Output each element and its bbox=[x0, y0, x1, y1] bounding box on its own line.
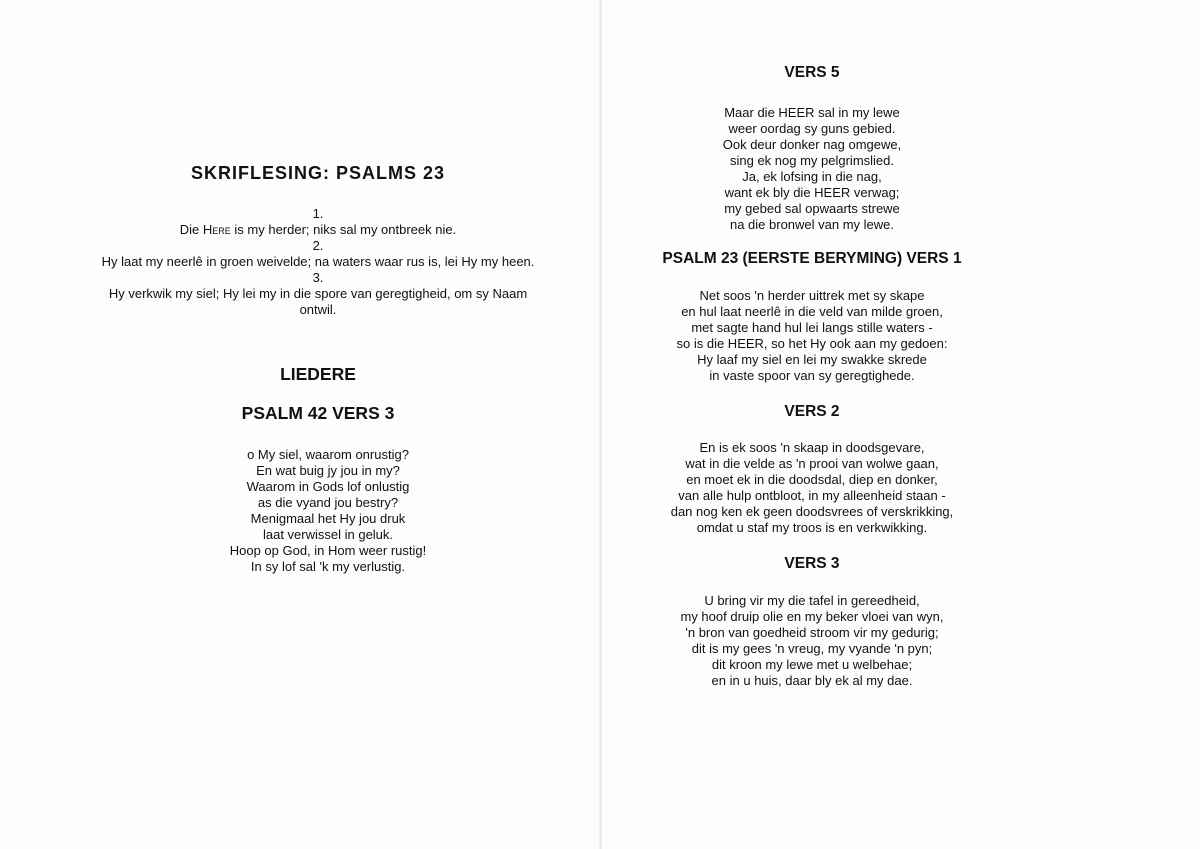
lyric-line: en in u huis, daar bly ek al my dae. bbox=[711, 673, 913, 688]
lyric-line: omdat u staf my troos is en verkwikking. bbox=[696, 520, 928, 535]
lyric-line: Hoop op God, in Hom weer rustig! bbox=[229, 543, 427, 558]
lyric-line: na die bronwel van my lewe. bbox=[729, 217, 895, 232]
lyric-line: en moet ek in die doodsdal, diep en donker, bbox=[686, 472, 938, 487]
lyric-line: Hy laaf my siel en lei my swakke skrede bbox=[697, 352, 927, 367]
vers2-section bbox=[602, 403, 1022, 421]
vers3-lyrics bbox=[602, 593, 1022, 689]
reading-section bbox=[40, 163, 596, 184]
psalm23-vers1-lyrics bbox=[602, 288, 1022, 384]
lyric-line: en hul laat neerlê in die veld van milde groen, bbox=[681, 304, 943, 319]
psalm42-heading: PSALM 42 VERS 3 bbox=[241, 403, 395, 423]
songs-section bbox=[40, 364, 596, 385]
psalm42-lyrics bbox=[40, 447, 616, 575]
lyric-line: as die vyand jou bestry? bbox=[257, 495, 399, 510]
lyric-line: o My siel, waarom onrustig? bbox=[247, 447, 409, 462]
lyric-line: my hoof druip olie en my beker vloei van wyn, bbox=[680, 609, 944, 624]
vers5-heading: VERS 5 bbox=[784, 64, 840, 81]
lyric-line: laat verwissel in geluk. bbox=[262, 527, 394, 542]
verse-number-2: 2. bbox=[312, 238, 324, 253]
verse-number-3: 3. bbox=[312, 270, 324, 285]
lyric-line: Ja, ek lofsing in die nag, bbox=[742, 169, 882, 184]
lyric-line: 'n bron van goedheid stroom vir my gedurig; bbox=[685, 625, 939, 640]
songs-heading: LIEDERE bbox=[280, 364, 356, 384]
psalm23-section bbox=[602, 250, 1022, 268]
lyric-line: dan nog ken ek geen doodsvrees of verskrikking, bbox=[670, 504, 954, 519]
lyric-line: dit is my gees 'n vreug, my vyande 'n pyn; bbox=[691, 641, 933, 656]
lyric-line: Maar die HEER sal in my lewe bbox=[724, 105, 900, 120]
lyric-line: sing ek nog my pelgrimslied. bbox=[729, 153, 895, 168]
vers5-section bbox=[602, 64, 1022, 82]
lyric-line: want ek bly die HEER verwag; bbox=[724, 185, 900, 200]
lyric-line: wat in die velde as 'n prooi van wolwe gaan, bbox=[685, 456, 939, 471]
lyric-line: En is ek soos 'n skaap in doodsgevare, bbox=[699, 440, 925, 455]
psalm23-heading: PSALM 23 (EERSTE BERYMING) VERS 1 bbox=[662, 250, 962, 267]
lyric-line: U bring vir my die tafel in gereedheid, bbox=[704, 593, 920, 608]
vers3-heading: VERS 3 bbox=[784, 555, 840, 572]
verse-text-3: Hy verkwik my siel; Hy lei my in die spore van geregtigheid, om sy Naam ontwil. bbox=[108, 286, 528, 317]
vers5-lyrics bbox=[602, 105, 1022, 233]
lyric-line: Ook deur donker nag omgewe, bbox=[722, 137, 902, 152]
lyric-line: met sagte hand hul lei langs stille waters - bbox=[691, 320, 933, 335]
lyric-line: in vaste spoor van sy geregtighede. bbox=[709, 368, 915, 383]
lyric-line: En wat buig jy jou in my? bbox=[256, 463, 400, 478]
lyric-line: Waarom in Gods lof onlustig bbox=[246, 479, 410, 494]
lord-smallcaps: Here bbox=[202, 222, 231, 237]
lyric-line: Menigmaal het Hy jou druk bbox=[250, 511, 406, 526]
reading-verses bbox=[90, 206, 546, 318]
verse-number-1: 1. bbox=[312, 206, 324, 221]
lyric-line: so is die HEER, so het Hy ook aan my gedoen: bbox=[676, 336, 948, 351]
lyric-line: In sy lof sal 'k my verlustig. bbox=[250, 559, 406, 574]
psalm42-section bbox=[40, 403, 596, 424]
vers2-heading: VERS 2 bbox=[784, 403, 840, 420]
vers2-lyrics bbox=[602, 440, 1022, 536]
vers3-section bbox=[602, 555, 1022, 573]
lyric-line: dit kroon my lewe met u welbehae; bbox=[711, 657, 913, 672]
lyric-line: my gebed sal opwaarts strewe bbox=[724, 201, 900, 216]
lyric-line: van alle hulp ontbloot, in my alleenheid staan - bbox=[678, 488, 946, 503]
verse-text-1: Die Here is my herder; niks sal my ontbreek nie. bbox=[179, 222, 457, 237]
lyric-line: Net soos 'n herder uittrek met sy skape bbox=[699, 288, 925, 303]
reading-heading: SKRIFLESING: PSALMS 23 bbox=[190, 163, 446, 183]
right-page bbox=[602, 0, 1200, 849]
verse-text-2: Hy laat my neerlê in groen weivelde; na waters waar rus is, lei Hy my heen. bbox=[101, 254, 535, 269]
lyric-line: weer oordag sy guns gebied. bbox=[728, 121, 896, 136]
